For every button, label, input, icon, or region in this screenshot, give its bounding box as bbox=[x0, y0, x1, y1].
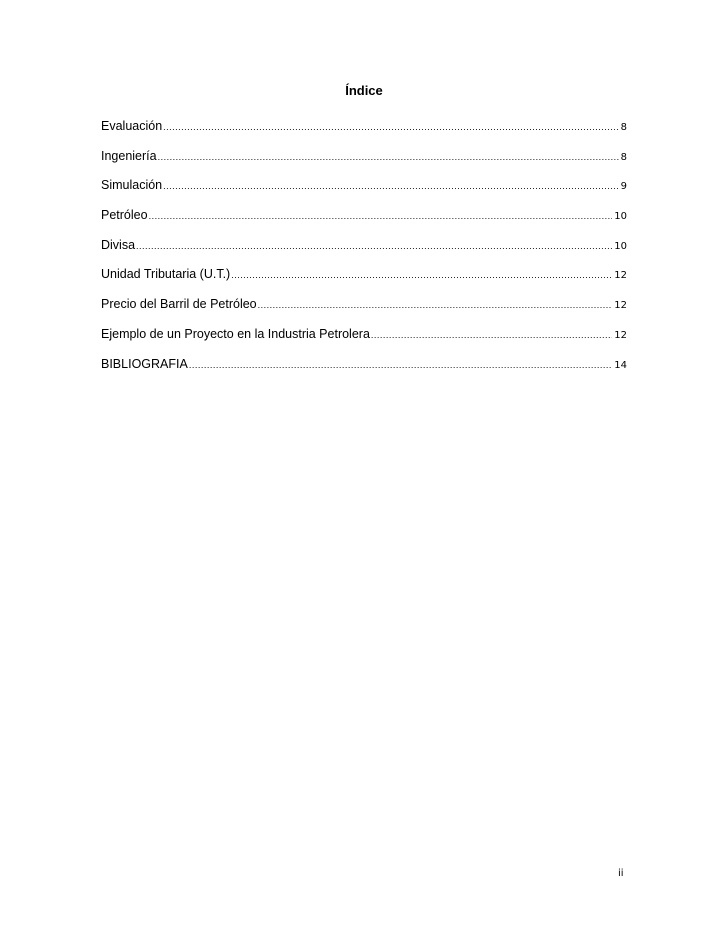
toc-entry-page: 10 bbox=[614, 211, 627, 223]
toc-dot-leader bbox=[231, 270, 612, 280]
toc-entry-label: Unidad Tributaria (U.T.) bbox=[101, 267, 231, 282]
toc-entry-page: 10 bbox=[614, 240, 627, 252]
toc-dot-leader bbox=[136, 241, 612, 251]
toc-entry-page: 12 bbox=[614, 300, 627, 312]
toc-entry-label: Evaluación bbox=[101, 119, 163, 133]
toc-entry-divisa[interactable] bbox=[101, 238, 627, 268]
toc-entry-page: 14 bbox=[614, 359, 627, 371]
toc-entry-label: Petróleo bbox=[101, 208, 148, 223]
toc-entry-label: Precio del Barril de Petróleo bbox=[101, 297, 257, 312]
table-of-contents bbox=[101, 119, 627, 386]
toc-dot-leader bbox=[189, 360, 612, 370]
toc-entry-page: 12 bbox=[614, 329, 627, 341]
toc-entry-label: Simulación bbox=[101, 178, 163, 193]
toc-dot-leader bbox=[158, 152, 619, 162]
page-title: Índice bbox=[345, 83, 383, 98]
toc-entry-ingenieria[interactable] bbox=[101, 149, 627, 179]
toc-entry-bibliografia[interactable] bbox=[101, 357, 627, 387]
toc-entry-page: 12 bbox=[614, 270, 627, 282]
toc-entry-label: Ingeniería bbox=[101, 148, 157, 163]
toc-entry-ejemplo-proyecto[interactable] bbox=[101, 327, 627, 357]
toc-dot-leader bbox=[149, 211, 613, 221]
toc-entry-page: 8 bbox=[620, 122, 627, 133]
toc-entry-page: 8 bbox=[620, 151, 627, 163]
page-number: ii bbox=[618, 868, 624, 879]
toc-dot-leader bbox=[163, 181, 618, 191]
toc-dot-leader bbox=[163, 122, 618, 132]
toc-entry-precio-barril[interactable] bbox=[101, 297, 627, 327]
toc-entry-simulacion[interactable] bbox=[101, 178, 627, 208]
toc-entry-unidad-tributaria[interactable] bbox=[101, 267, 627, 297]
toc-entry-label: Divisa bbox=[101, 237, 136, 252]
toc-entry-label: BIBLIOGRAFIA bbox=[101, 356, 188, 371]
toc-entry-page: 9 bbox=[620, 181, 627, 193]
toc-dot-leader bbox=[258, 300, 613, 310]
toc-entry-label: Ejemplo de un Proyecto en la Industria Petrolera bbox=[101, 326, 370, 341]
toc-entry-petroleo[interactable] bbox=[101, 208, 627, 238]
toc-dot-leader bbox=[371, 330, 612, 340]
toc-entry-evaluacion[interactable] bbox=[101, 119, 627, 149]
